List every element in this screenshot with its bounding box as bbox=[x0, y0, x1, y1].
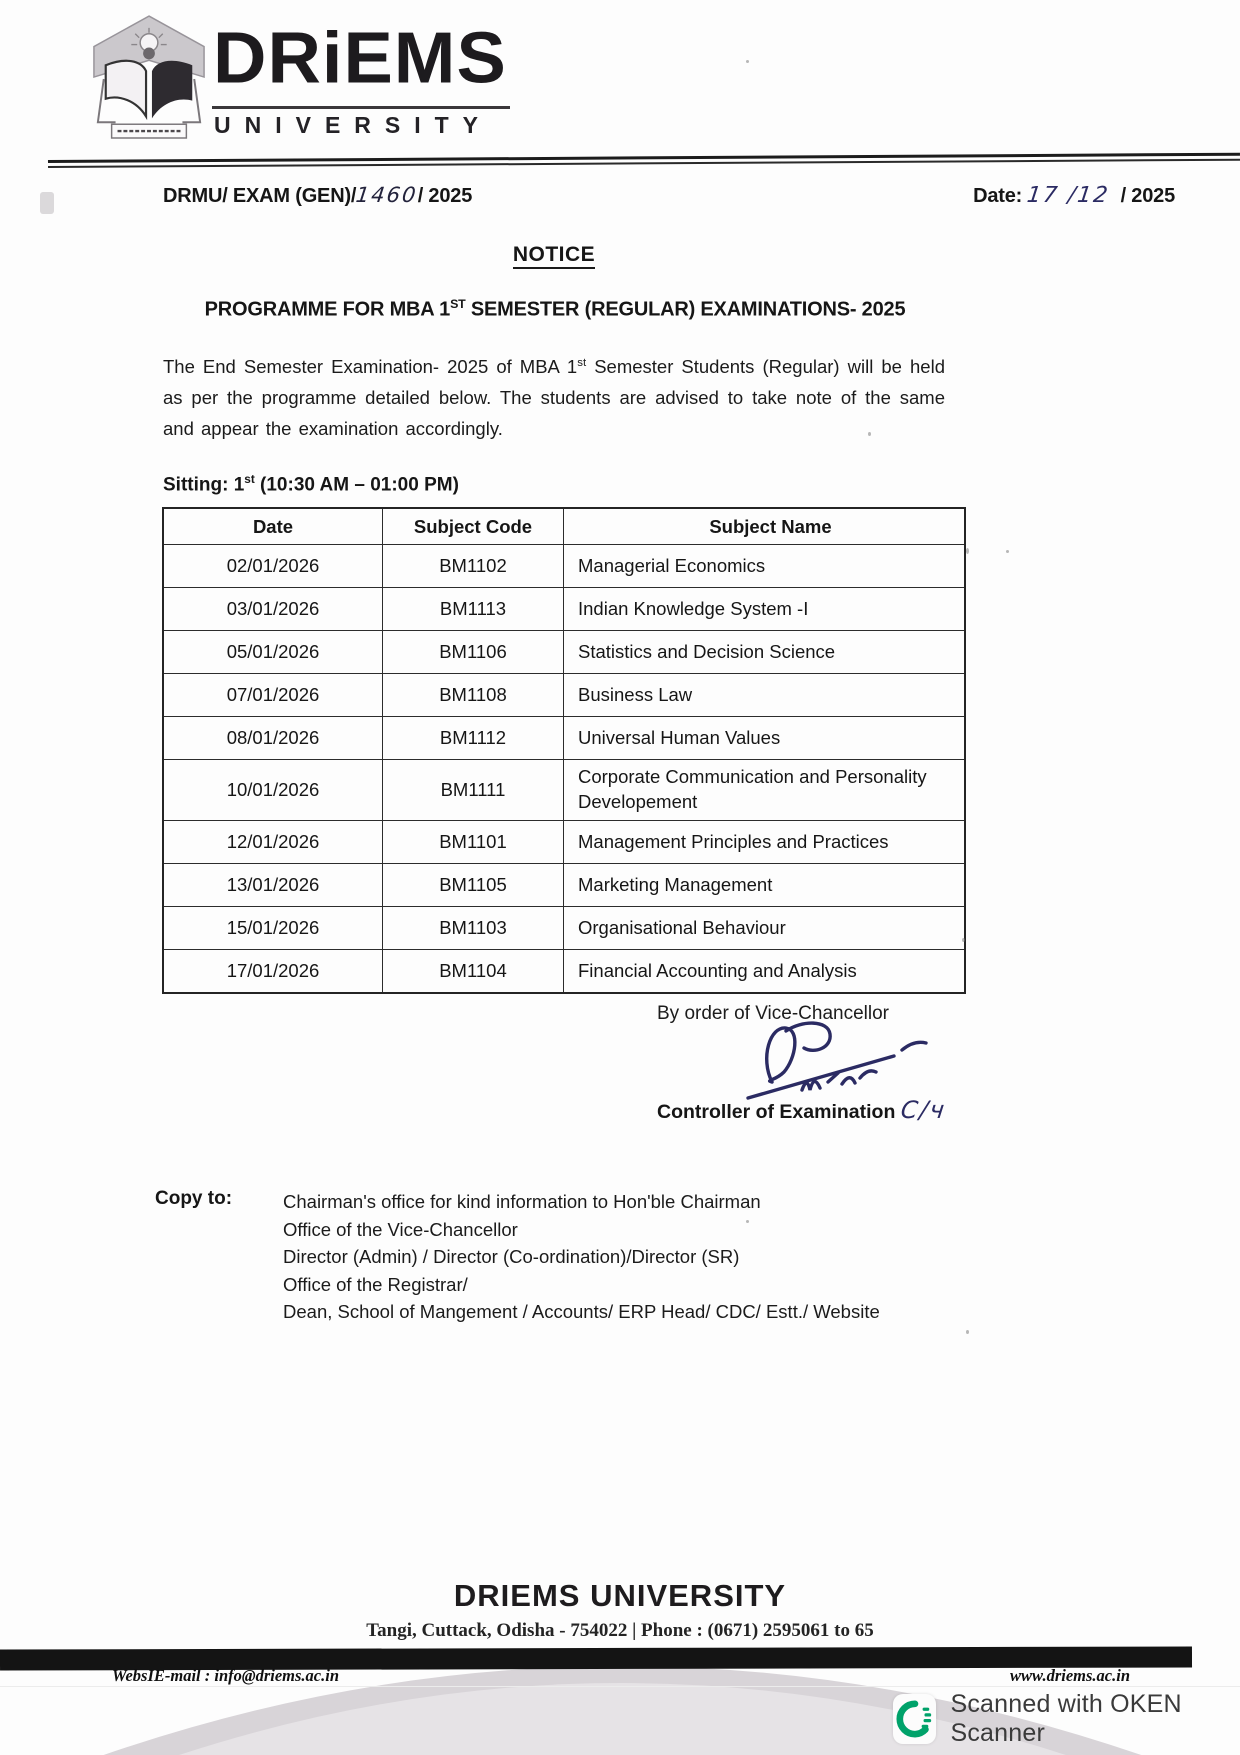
table-row bbox=[163, 864, 965, 907]
oken-scanner-icon bbox=[893, 1694, 936, 1744]
scan-speck bbox=[966, 1330, 969, 1334]
subject-code: BM1111 bbox=[383, 760, 564, 821]
exam-schedule-table bbox=[162, 507, 966, 994]
table-row bbox=[163, 674, 965, 717]
table-row bbox=[163, 821, 965, 864]
exam-date: 17/01/2026 bbox=[163, 950, 383, 994]
table-row bbox=[163, 950, 965, 994]
copy-to-label: Copy to: bbox=[155, 1188, 233, 1209]
exam-date: 02/01/2026 bbox=[163, 545, 383, 588]
subject-name: Business Law bbox=[564, 674, 966, 717]
subject-name: Organisational Behaviour bbox=[564, 907, 966, 950]
subject-name: Managerial Economics bbox=[564, 545, 966, 588]
university-emblem-icon bbox=[90, 14, 208, 149]
table-row bbox=[163, 545, 965, 588]
scan-speck bbox=[966, 548, 969, 554]
sitting-line: Sitting: 1st (10:30 AM – 01:00 PM) bbox=[163, 473, 459, 496]
copy-item: Director (Admin) / Director (Co-ordination)/Director (SR) bbox=[283, 1246, 740, 1267]
footer-email: WebsIE-mail : info@driems.ac.in bbox=[112, 1666, 340, 1685]
footer-university-name: DRIEMS UNIVERSITY bbox=[453, 1578, 787, 1613]
subject-name: Marketing Management bbox=[564, 864, 966, 907]
header-divider bbox=[48, 153, 1240, 168]
table-row bbox=[163, 907, 965, 950]
subject-code: BM1113 bbox=[383, 588, 564, 631]
subject-code: BM1104 bbox=[383, 950, 564, 994]
exam-date: 10/01/2026 bbox=[163, 760, 383, 821]
exam-date: 08/01/2026 bbox=[163, 717, 383, 760]
scan-speck bbox=[868, 432, 871, 436]
controller-of-examination: Controller of Examination C/ч bbox=[657, 1096, 949, 1124]
subject-name: Indian Knowledge System -I bbox=[564, 588, 966, 631]
subject-code: BM1108 bbox=[383, 674, 564, 717]
scan-speck bbox=[746, 60, 749, 63]
subject-name: Management Principles and Practices bbox=[564, 821, 966, 864]
column-header-subject-name: Subject Name bbox=[564, 508, 966, 545]
subject-code: BM1101 bbox=[383, 821, 564, 864]
reference-row bbox=[163, 183, 1175, 208]
column-header-date: Date bbox=[163, 508, 383, 545]
exam-date: 13/01/2026 bbox=[163, 864, 383, 907]
oken-watermark-label: Scanned with OKEN Scanner bbox=[950, 1690, 1182, 1747]
footer-address: Tangi, Cuttack, Odisha - 754022 | Phone : (0671) 2595061 to 65 bbox=[366, 1620, 874, 1641]
scan-speck bbox=[1006, 550, 1009, 553]
table-row bbox=[163, 631, 965, 674]
issue-date: Date: 17 /12 / 2025 bbox=[973, 183, 1175, 208]
subject-name: Universal Human Values bbox=[564, 717, 966, 760]
table-header-row bbox=[163, 508, 965, 545]
copy-item: Dean, School of Mangement / Accounts/ ERP Head/ CDC/ Estt./ Website bbox=[283, 1301, 880, 1322]
copy-item: Chairman's office for kind information to Hon'ble Chairman bbox=[283, 1191, 761, 1212]
subject-code: BM1105 bbox=[383, 864, 564, 907]
handwritten-ref-number: 1460 bbox=[354, 183, 420, 207]
exam-date: 15/01/2026 bbox=[163, 907, 383, 950]
table-row bbox=[163, 760, 965, 821]
brand-wordmark: DRiEMS bbox=[213, 16, 507, 99]
programme-title: PROGRAMME FOR MBA 1ST SEMESTER (REGULAR) EXAMINATIONS- 2025 bbox=[204, 297, 906, 321]
brand-subtitle: UNIVERSITY bbox=[214, 112, 493, 138]
subject-name: Corporate Communication and Personality Developement bbox=[564, 760, 966, 821]
exam-date: 03/01/2026 bbox=[163, 588, 383, 631]
footer-web-line bbox=[0, 1666, 1192, 1686]
scan-smudge bbox=[40, 192, 54, 214]
copy-item: Office of the Registrar/ bbox=[283, 1273, 468, 1295]
table-row bbox=[163, 588, 965, 631]
subject-name: Financial Accounting and Analysis bbox=[564, 950, 966, 994]
oken-watermark bbox=[893, 1690, 1240, 1748]
exam-date: 05/01/2026 bbox=[163, 631, 383, 674]
table-row bbox=[163, 717, 965, 760]
subject-name: Statistics and Decision Science bbox=[564, 631, 966, 674]
signature-stroke-group bbox=[748, 1023, 926, 1098]
exam-date: 07/01/2026 bbox=[163, 674, 383, 717]
subject-code: BM1106 bbox=[383, 631, 564, 674]
subject-code: BM1103 bbox=[383, 907, 564, 950]
brand-underline bbox=[212, 106, 510, 109]
footer-website: www.driems.ac.in bbox=[1010, 1666, 1130, 1685]
column-header-subject-code: Subject Code bbox=[383, 508, 564, 545]
copy-list bbox=[283, 1188, 880, 1326]
handwritten-date: 17 /12 bbox=[1025, 183, 1112, 208]
scan-speck bbox=[962, 938, 965, 942]
handwritten-initials: C/ч bbox=[899, 1096, 949, 1124]
exam-date: 12/01/2026 bbox=[163, 821, 383, 864]
subject-code: BM1102 bbox=[383, 545, 564, 588]
by-order-text: By order of Vice-Chancellor bbox=[657, 1003, 889, 1024]
subject-code: BM1112 bbox=[383, 717, 564, 760]
copy-item: Office of the Vice-Chancellor bbox=[283, 1218, 518, 1240]
notice-heading: NOTICE bbox=[163, 243, 945, 267]
exam-table-body bbox=[163, 545, 965, 994]
scan-edge-line bbox=[0, 1686, 1240, 1687]
reference-number: DRMU/ EXAM (GEN)/1460/ 2025 bbox=[163, 183, 473, 207]
body-paragraph: The End Semester Examination- 2025 of MBA 1st Semester Students (Regular) will be held as per the programme detailed below. The students are advised to take note of the same and appear the examination accordingly. bbox=[163, 356, 945, 440]
scan-speck bbox=[746, 1220, 749, 1223]
